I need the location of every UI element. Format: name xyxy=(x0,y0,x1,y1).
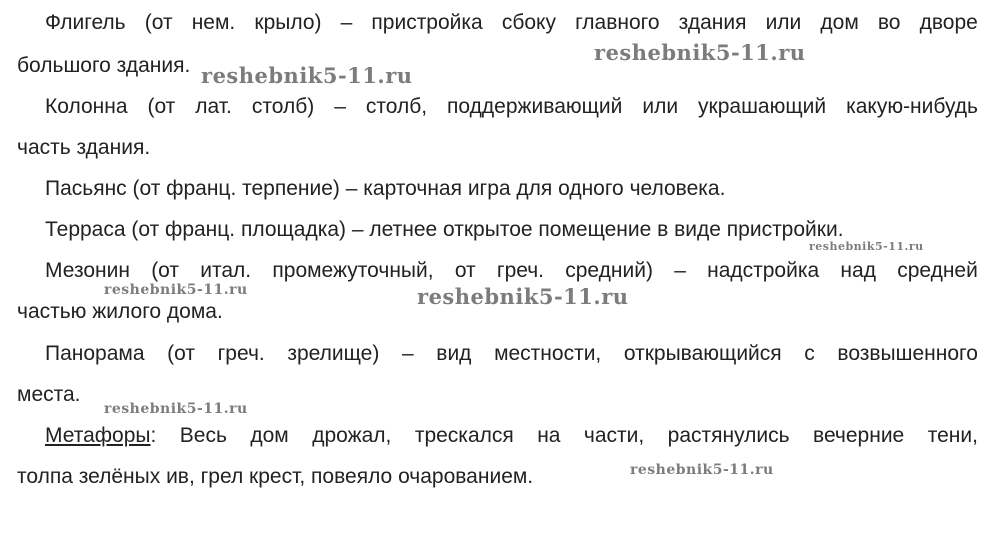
paragraph-terrasa: Терраса (от франц. площадка) – летнее открытое помещение в виде пристройки. xyxy=(45,218,844,241)
watermark-text: reshebnik5-11.ru xyxy=(104,401,248,417)
word: (от xyxy=(147,95,176,118)
word: вечерние xyxy=(813,424,905,447)
word: во xyxy=(877,11,901,34)
word: или xyxy=(765,11,802,34)
word: главного xyxy=(575,11,660,34)
watermark-text: reshebnik5-11.ru xyxy=(594,40,806,65)
word: части, xyxy=(583,424,645,447)
word: Панорама xyxy=(45,342,145,365)
word: растянулись xyxy=(667,424,790,447)
word: итал. xyxy=(200,259,252,282)
metafory-heading: Метафоры xyxy=(45,424,151,447)
word: (от xyxy=(144,11,173,34)
paragraph-fligel-line-1 xyxy=(45,12,978,33)
word: возвышенного xyxy=(837,342,978,365)
word: – xyxy=(340,11,353,34)
paragraph-mezonin-line-2: частью жилого дома. xyxy=(17,300,223,323)
word: лат. xyxy=(195,95,232,118)
word: местности, xyxy=(494,342,602,365)
paragraph-metafory-line-2: толпа зелёных ив, грел крест, повеяло очарованием. xyxy=(17,465,534,488)
paragraph-kolonna-line-2: часть здания. xyxy=(17,136,151,159)
word: крыло) xyxy=(254,11,322,34)
paragraph-panorama-line-2: места. xyxy=(17,383,81,406)
watermark-text: reshebnik5-11.ru xyxy=(630,462,774,478)
paragraph-fligel-line-2: большого здания. xyxy=(17,54,191,77)
word: дом xyxy=(820,11,859,34)
word: с xyxy=(804,342,815,365)
word: – xyxy=(674,259,686,282)
paragraph-panorama-line-1 xyxy=(45,343,978,364)
word: – xyxy=(401,342,414,365)
word: средний) xyxy=(565,259,653,282)
word: трескался xyxy=(414,424,514,447)
word: (от xyxy=(167,342,195,365)
word: открывающийся xyxy=(623,342,782,365)
word: – xyxy=(334,95,346,118)
word: от xyxy=(454,259,476,282)
word: тени, xyxy=(927,424,978,447)
watermark-text: reshebnik5-11.ru xyxy=(417,284,629,309)
word: столб, xyxy=(365,95,428,118)
word: на xyxy=(537,424,561,447)
word: столб) xyxy=(251,95,315,118)
word: Весь xyxy=(179,424,227,447)
word: какую-нибудь xyxy=(846,95,978,118)
word: пристройка xyxy=(371,11,483,34)
word: вид xyxy=(436,342,472,365)
paragraph-pasyans: Пасьянс (от франц. терпение) – карточная игра для одного человека. xyxy=(45,177,726,200)
word: надстройка xyxy=(707,259,820,282)
word: над xyxy=(840,259,876,282)
word: греч. xyxy=(217,342,265,365)
paragraph-mezonin-line-1 xyxy=(45,260,978,281)
word: зрелище) xyxy=(287,342,380,365)
word: нем. xyxy=(191,11,236,34)
word: дворе xyxy=(919,11,978,34)
word: дрожал, xyxy=(312,424,392,447)
word: (от xyxy=(151,259,180,282)
word: промежуточный, xyxy=(272,259,434,282)
word: Флигель xyxy=(45,11,126,34)
paragraph-kolonna-line-1 xyxy=(45,96,978,117)
word: поддерживающий xyxy=(447,95,623,118)
watermark-text: reshebnik5-11.ru xyxy=(201,63,413,88)
word: Колонна xyxy=(45,95,128,118)
word: греч. xyxy=(496,259,545,282)
word: сбоку xyxy=(501,11,556,34)
word: Мезонин xyxy=(45,259,130,282)
word: средней xyxy=(897,259,978,282)
paragraph-metafory-line-1 xyxy=(45,425,978,446)
word: украшающий xyxy=(698,95,827,118)
word: дом xyxy=(250,424,289,447)
watermark-text: reshebnik5-11.ru xyxy=(809,240,924,253)
word: здания xyxy=(678,11,747,34)
watermark-text: reshebnik5-11.ru xyxy=(104,282,248,298)
word: Метафоры: xyxy=(45,424,157,447)
word: или xyxy=(642,95,679,118)
